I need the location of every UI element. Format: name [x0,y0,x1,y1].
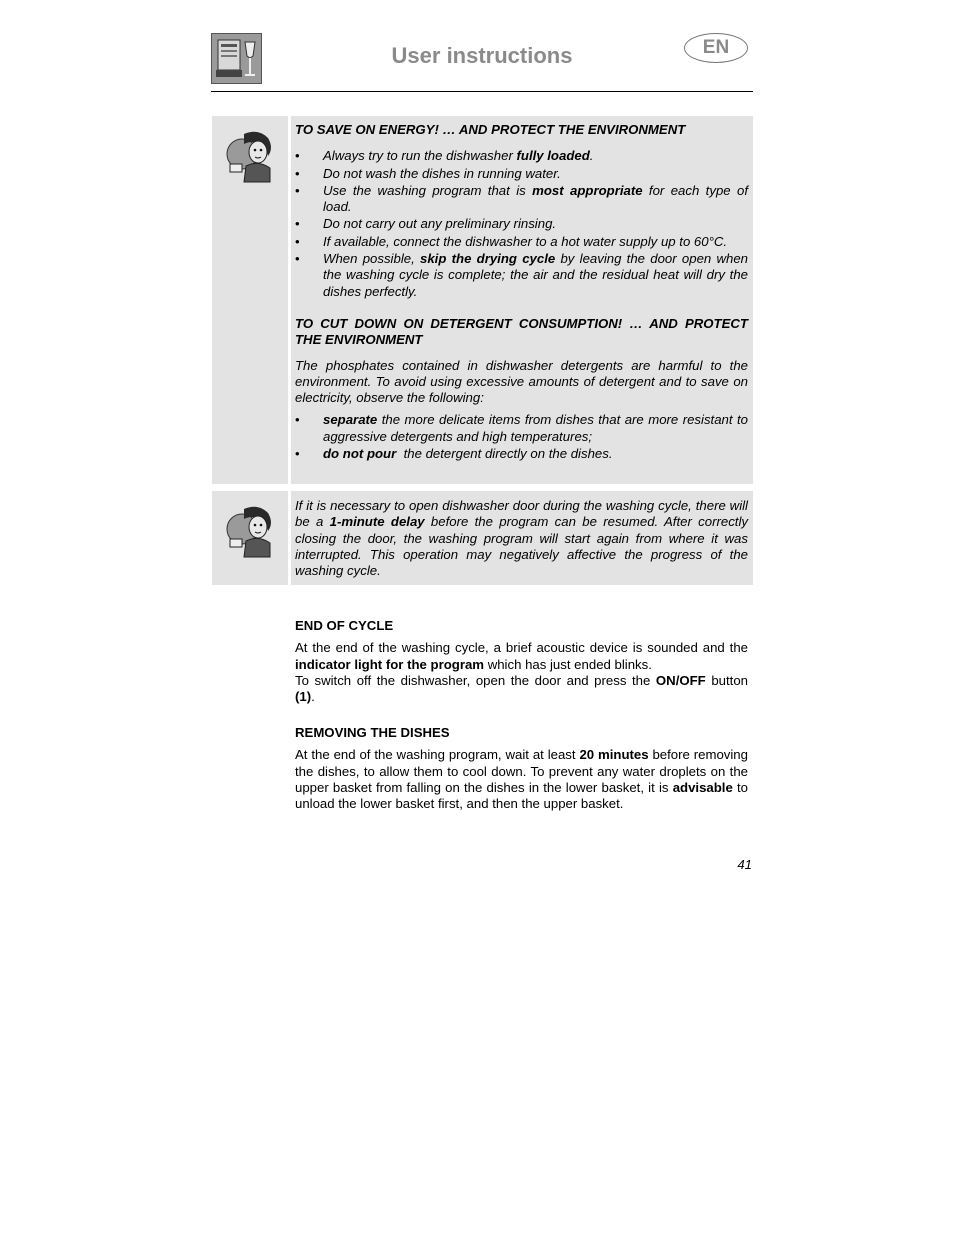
door-tip-box [212,491,753,585]
detergent-list [295,412,748,462]
energy-heading: TO SAVE ON ENERGY! … AND PROTECT THE ENVIRONMENT [295,122,686,137]
door-tip-text [291,491,753,585]
end-of-cycle-section [295,618,748,705]
list-item: • When possible, skip the drying cycle by leaving the door open when the washing cycle is complete; the air and the residual heat will dry the dishes perfectly. [295,251,748,300]
tip-icon-cell [212,116,288,484]
energy-list [295,148,748,300]
list-item: • Always try to run the dishwasher fully loaded. [295,148,748,164]
list-item: • If available, connect the dishwasher to a hot water supply up to 60°C. [295,234,748,250]
language-badge: EN [684,33,748,63]
list-item: • separate the more delicate items from dishes that are more resistant to aggressive detergents and high temperatures; [295,412,748,445]
page-title: User instructions [391,43,573,68]
list-item: • do not pour the detergent directly on the dishes. [295,446,748,462]
page-header [211,31,753,92]
tip-icon-cell [212,491,288,585]
energy-tip-text [291,116,753,484]
energy-tip-box [212,116,753,484]
door-paragraph: If it is necessary to open dishwasher door during the washing cycle, there will be a 1-minute delay before the program can be resumed. After correctly closing the door, the washing program will start again from where it was interrupted. This operation may negatively affective the progress of the washing cycle. [295,498,748,579]
switch-off-paragraph: To switch off the dishwasher, open the door and press the ON/OFF button (1). [295,672,748,705]
page-number: 41 [737,857,752,872]
removing-dishes-heading: REMOVING THE DISHES [295,725,450,740]
list-item: • Do not wash the dishes in running water. [295,166,748,182]
header-divider [211,91,753,92]
end-of-cycle-heading: END OF CYCLE [295,618,394,633]
list-item: • Use the washing program that is most appropriate for each type of load. [295,183,748,216]
woman-tip-icon [222,501,278,559]
removing-dishes-paragraph: At the end of the washing program, wait at least 20 minutes before removing the dishes, to allow them to cool down. To prevent any water droplets on the upper basket from falling on the dishes in the lower basket, it is advisable to unload the lower basket first, and then the upper basket. [295,747,748,812]
detergent-heading: TO CUT DOWN ON DETERGENT CONSUMPTION! … AND PROTECT THE ENVIRONMENT [295,315,748,348]
detergent-paragraph: The phosphates contained in dishwasher detergents are harmful to the environment. To avoid using excessive amounts of detergent and to save on electricity, observe the following: [295,357,748,406]
end-of-cycle-paragraph: At the end of the washing cycle, a brief acoustic device is sounded and the indicator light for the program which has just ended blinks. [295,640,748,672]
list-item: • Do not carry out any preliminary rinsing. [295,216,748,232]
woman-tip-icon [222,126,278,184]
removing-dishes-section [295,725,748,812]
